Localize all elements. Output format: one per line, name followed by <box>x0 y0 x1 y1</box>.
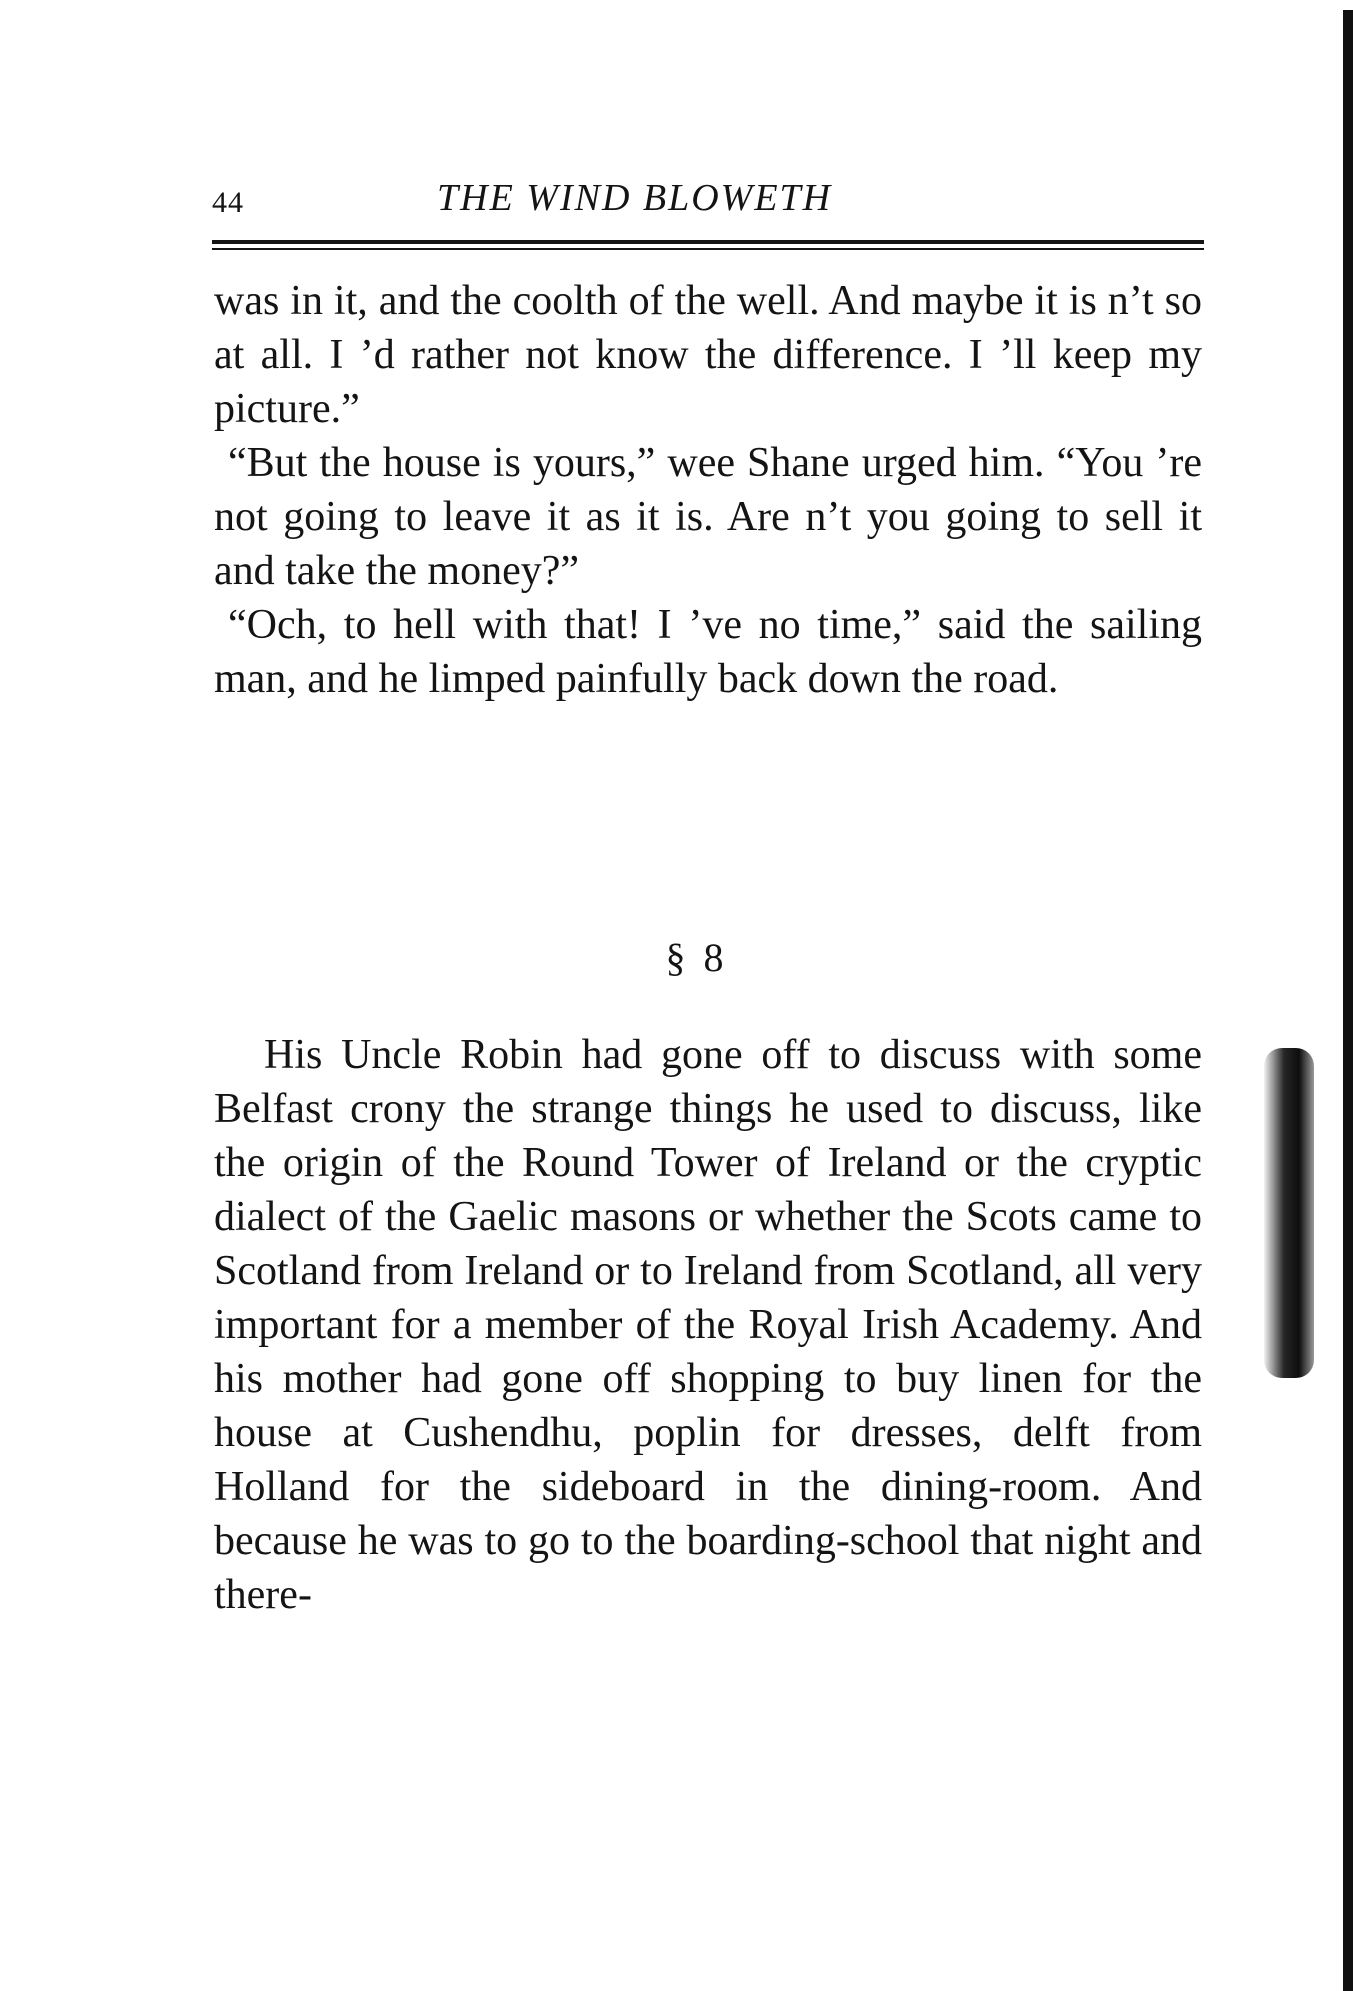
header-rule <box>212 240 1204 244</box>
paragraph: His Uncle Robin had gone off to discuss with some Belfast crony the strange things he used to discuss, like the origin of the Round Tower of Ireland or the cryptic dialect of the Gaelic masons or whether the Scots came to Scotland from Ireland or to Ireland from Scotland, all very important for a member of the Royal Irish Academy. And his mother had gone off shopping to buy linen for the house at Cushendhu, poplin for dresses, delft from Holland for the sideboard in the dining-room. And because he was to go to the boarding-school that night and there- <box>214 1032 1202 1618</box>
scan-shadow <box>1264 1048 1314 1378</box>
section-text-block <box>214 1028 1202 1622</box>
paragraph: was in it, and the coolth of the well. And maybe it is n’t so at all. I ’d rather not know the difference. I ’ll keep my picture.” <box>214 278 1202 432</box>
top-text-block <box>214 274 1202 706</box>
running-title: THE WIND BLOWETH <box>437 177 833 219</box>
paragraph: “Och, to hell with that! I ’ve no time,” said the sailing man, and he limped painfully back down the road. <box>214 602 1202 702</box>
page-number: 44 <box>212 186 244 219</box>
section-heading: § 8 <box>665 935 728 980</box>
paragraph: “But the house is yours,” wee Shane urged him. “You ’re not going to leave it as it is. Are n’t you going to sell it and take the money?” <box>214 440 1202 594</box>
header-rule-thin <box>212 248 1204 250</box>
page-header <box>212 176 1204 232</box>
page-edge <box>1343 10 1353 1991</box>
